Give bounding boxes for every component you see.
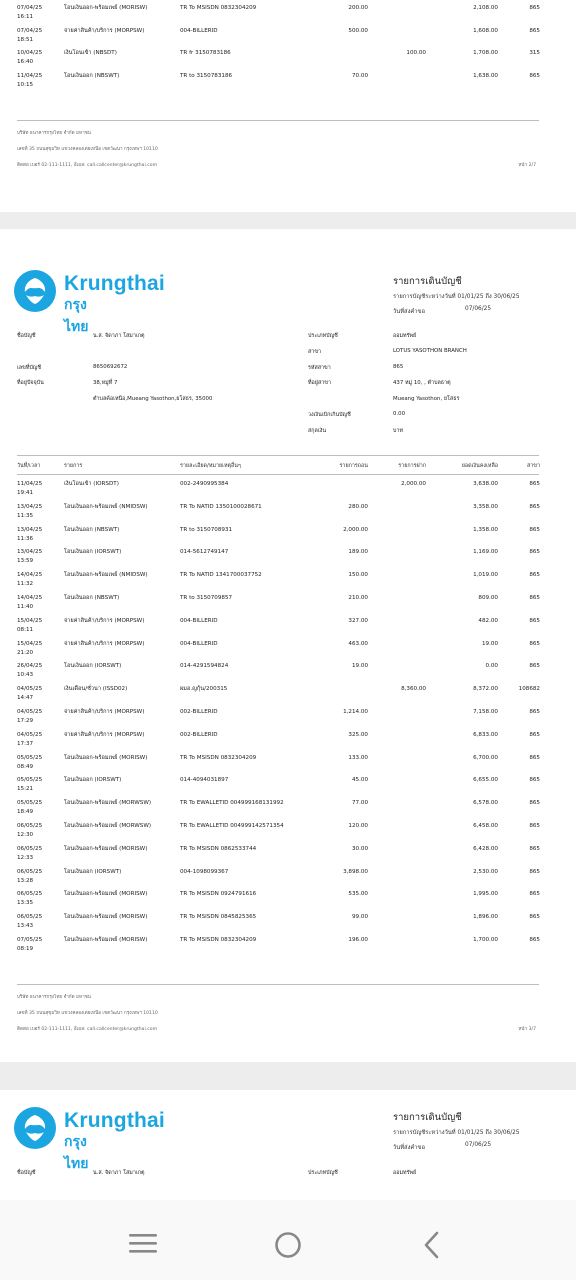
cell-withdraw: 463.00 <box>348 640 368 647</box>
cell-date: 05/05/25 <box>17 800 43 807</box>
cell-balance: 6,833.00 <box>473 731 498 738</box>
cell-branch: 865 <box>529 617 540 624</box>
cell-detail: TR to 3150708931 <box>180 526 233 533</box>
cell-item: จ่ายค่าสินค้า/บริการ (MORPSW) <box>64 640 145 647</box>
cell-date: 04/05/25 <box>17 686 43 693</box>
cell-withdraw: 1,214.00 <box>343 709 368 715</box>
cell-balance: 1,700.00 <box>473 937 498 943</box>
col-date: วันที่/เวลา <box>17 463 41 469</box>
logo-emblem-icon <box>14 270 56 312</box>
branch-name: LOTUS YASOTHON BRANCH <box>393 348 467 354</box>
address-line-1: 38,หมู่ที่ 7 <box>93 380 118 386</box>
cell-withdraw: 3,898.00 <box>343 868 368 875</box>
cell-detail: 002-2490995384 <box>180 481 229 487</box>
branch-label: สาขา <box>308 349 322 355</box>
statement-title: รายการเดินบัญชี <box>393 276 462 287</box>
footer-divider <box>17 984 539 985</box>
cell-deposit: 100.00 <box>406 50 426 57</box>
cell-detail: TR To MSISDN 0924791616 <box>180 891 257 898</box>
col-detail: รายละเอียด/หมายเหตุอื่นๆ <box>180 463 241 469</box>
header-top-divider <box>17 455 539 456</box>
cell-withdraw: 120.00 <box>348 823 368 829</box>
cell-withdraw: 500.00 <box>348 27 368 34</box>
cell-withdraw: 196.00 <box>348 937 368 943</box>
cell-withdraw: 77.00 <box>351 800 368 807</box>
cell-branch: 865 <box>529 640 540 647</box>
footer-address: เลขที่ 35 ถนนสุขุมวิท แขวงคลองเตยเหนือ เขตวัฒนา กรุงเทพฯ 10110 <box>17 1011 158 1016</box>
cell-balance: 1,638.00 <box>473 73 498 80</box>
cell-time: 13:59 <box>17 558 34 565</box>
cell-time: 10:43 <box>17 672 34 679</box>
cell-date: 06/05/25 <box>17 845 43 852</box>
cell-branch: 865 <box>529 914 540 921</box>
cell-item: จ่ายค่าสินค้า/บริการ (MORPSW) <box>64 27 145 34</box>
cell-branch: 865 <box>529 800 540 807</box>
issue-date-label: วันที่ส่งคำขอ <box>393 1145 425 1151</box>
cell-item: โอนเงินออก (IORSWT) <box>64 868 122 875</box>
cell-item: โอนเงินออก (NBSWT) <box>64 595 120 601</box>
footer-divider <box>17 120 539 121</box>
address-label: ที่อยู่ปัจจุบัน <box>17 380 44 386</box>
cell-detail: 004-BILLERID <box>180 617 218 624</box>
cell-item: เงินโอนเข้า (NBSDT) <box>64 50 117 57</box>
cell-branch: 108682 <box>518 686 540 693</box>
cell-branch: 865 <box>529 526 540 533</box>
cell-withdraw: 210.00 <box>348 595 368 601</box>
cell-time: 16:11 <box>17 14 34 20</box>
cell-detail: 002-BILLERID <box>180 709 218 715</box>
recent-apps-icon[interactable] <box>128 1232 158 1254</box>
cell-withdraw: 150.00 <box>348 572 368 579</box>
cell-balance: 6,428.00 <box>473 845 498 852</box>
cell-deposit: 8,360.00 <box>401 686 426 693</box>
statement-page-3 <box>0 229 576 1062</box>
cell-time: 08:49 <box>17 763 34 770</box>
cell-balance: 1,358.00 <box>473 526 498 533</box>
cell-withdraw: 19.00 <box>351 663 368 670</box>
currency-label: สกุลเงิน <box>308 428 327 434</box>
cell-balance: 809.00 <box>478 595 498 601</box>
footer-contact: ติดต่อ เบอร์ 02-111-1111, อีเมล: call.callcenter@krungthai.com <box>17 163 158 168</box>
cell-branch: 865 <box>529 937 540 943</box>
cell-deposit: 2,000.00 <box>401 481 426 487</box>
cell-time: 15:21 <box>17 786 34 793</box>
cell-date: 13/04/25 <box>17 526 43 533</box>
cell-balance: 1,019.00 <box>473 572 498 579</box>
cell-balance: 2,108.00 <box>473 5 498 11</box>
statement-page-2-tail <box>0 0 576 212</box>
cell-item: โอนเงินออก-พร้อมเพย์ (MORWSW) <box>64 800 152 807</box>
currency-value: บาท <box>393 428 404 434</box>
cell-item: โอนเงินออก-พร้อมเพย์ (MORISW) <box>64 754 148 761</box>
cell-balance: 1,169.00 <box>473 549 498 556</box>
account-name-label: ชื่อบัญชี <box>17 1170 36 1176</box>
issue-date-label: วันที่ส่งคำขอ <box>393 309 425 315</box>
cell-date: 13/04/25 <box>17 549 43 556</box>
account-type: ออมทรัพย์ <box>393 1170 417 1176</box>
cell-withdraw: 99.00 <box>351 914 368 921</box>
cell-item: เงินโอนเข้า (IORSDT) <box>64 481 119 487</box>
cell-withdraw: 189.00 <box>348 549 368 556</box>
cell-branch: 865 <box>529 549 540 556</box>
statement-period: รายการบัญชีระหว่างวันที่ 01/01/25 ถึง 30/06/25 <box>393 294 520 300</box>
cell-date: 14/04/25 <box>17 595 43 601</box>
cell-branch: 865 <box>529 5 540 11</box>
cell-date: 07/04/25 <box>17 27 43 34</box>
cell-detail: TR To MSISDN 0862533744 <box>180 845 257 852</box>
cell-item: โอนเงินออก (NBSWT) <box>64 73 120 80</box>
overdraft-label: วงเงินเบิกเกินบัญชี <box>308 412 351 418</box>
cell-balance: 7,158.00 <box>473 709 498 715</box>
footer-company: บริษัท ธนาคารกรุงไทย จำกัด มหาชน <box>17 131 91 136</box>
cell-time: 11:35 <box>17 512 34 519</box>
cell-item: โอนเงินออก (IORSWT) <box>64 663 122 670</box>
col-withdraw: รายการถอน <box>339 463 368 469</box>
cell-balance: 8,372.00 <box>473 686 498 693</box>
cell-time: 17:37 <box>17 740 34 747</box>
cell-time: 12:30 <box>17 832 34 838</box>
account-type-label: ประเภทบัญชี <box>308 333 338 339</box>
cell-item: จ่ายค่าสินค้า/บริการ (MORPSW) <box>64 709 145 715</box>
cell-branch: 865 <box>529 823 540 829</box>
cell-detail: TR to 3150783186 <box>180 73 233 80</box>
cell-time: 21:20 <box>17 649 34 656</box>
branch-address-1: 437 หมู่ 10, , ตำบลธาตุ <box>393 380 451 386</box>
cell-balance: 19.00 <box>481 640 498 647</box>
cell-time: 13:35 <box>17 900 34 907</box>
cell-time: 11:36 <box>17 535 34 542</box>
cell-date: 05/05/25 <box>17 777 43 784</box>
cell-item: จ่ายค่าสินค้า/บริการ (MORPSW) <box>64 617 145 624</box>
cell-branch: 865 <box>529 709 540 715</box>
cell-date: 26/04/25 <box>17 663 43 670</box>
cell-branch: 865 <box>529 73 540 80</box>
overdraft-value: 0.00 <box>393 411 406 417</box>
cell-withdraw: 2,000.00 <box>343 526 368 533</box>
home-icon[interactable] <box>274 1231 302 1259</box>
statement-title: รายการเดินบัญชี <box>393 1112 462 1123</box>
col-balance: ยอดเงินคงเหลือ <box>461 463 498 469</box>
cell-date: 11/04/25 <box>17 481 43 487</box>
cell-branch: 865 <box>529 845 540 852</box>
address-line-2: ตำบลค้อเหนือ,Mueang Yasothon,ยโสธร, 35000 <box>93 396 213 402</box>
cell-balance: 1,995.00 <box>473 891 498 898</box>
cell-date: 11/04/25 <box>17 73 43 80</box>
cell-branch: 865 <box>529 777 540 784</box>
cell-time: 13:43 <box>17 923 34 930</box>
cell-detail: 014-4291594824 <box>180 663 229 670</box>
account-name: น.ส. จิดาภา โสมาเกตุ <box>93 333 145 339</box>
cell-detail: TR To MSISDN 0832304209 <box>180 5 257 11</box>
cell-date: 07/05/25 <box>17 937 43 943</box>
statement-period: รายการบัญชีระหว่างวันที่ 01/01/25 ถึง 30/06/25 <box>393 1130 520 1136</box>
cell-item: โอนเงินออก (IORSWT) <box>64 777 122 784</box>
cell-date: 06/05/25 <box>17 891 43 898</box>
cell-detail: TR To EWALLETID 004999168131992 <box>180 800 284 807</box>
branch-address-2: Mueang Yasothon, ยโสธร <box>393 396 460 402</box>
cell-date: 04/05/25 <box>17 731 43 738</box>
cell-detail: 004-BILLERID <box>180 27 218 34</box>
cell-branch: 865 <box>529 754 540 761</box>
logo-emblem-icon <box>14 1107 56 1149</box>
cell-detail: 004-1098099367 <box>180 868 229 875</box>
cell-date: 14/04/25 <box>17 572 43 579</box>
cell-time: 11:32 <box>17 581 34 588</box>
cell-balance: 6,655.00 <box>473 777 498 784</box>
cell-date: 15/04/25 <box>17 617 43 624</box>
cell-detail: 014-5612749147 <box>180 549 229 556</box>
account-type-label: ประเภทบัญชี <box>308 1170 338 1176</box>
cell-branch: 865 <box>529 868 540 875</box>
back-icon[interactable] <box>422 1231 442 1259</box>
cell-balance: 6,458.00 <box>473 823 498 829</box>
cell-branch: 865 <box>529 503 540 510</box>
cell-time: 14:47 <box>17 695 34 702</box>
cell-withdraw: 325.00 <box>348 731 368 738</box>
cell-time: 16:40 <box>17 59 34 66</box>
cell-item: โอนเงินออก-พร้อมเพย์ (MORISW) <box>64 5 148 11</box>
cell-item: โอนเงินออก-พร้อมเพย์ (MORISW) <box>64 891 148 898</box>
cell-detail: TR To EWALLETID 004999142571354 <box>180 823 284 829</box>
account-name-label: ชื่อบัญชี <box>17 333 36 339</box>
cell-branch: 865 <box>529 595 540 601</box>
cell-balance: 482.00 <box>478 617 498 624</box>
cell-balance: 6,578.00 <box>473 800 498 807</box>
cell-detail: TR To MSISDN 0845825365 <box>180 914 257 921</box>
cell-balance: 2,530.00 <box>473 868 498 875</box>
cell-date: 04/05/25 <box>17 709 43 715</box>
cell-balance: 1,708.00 <box>473 50 498 57</box>
cell-branch: 865 <box>529 481 540 487</box>
cell-item: โอนเงินออก (IORSWT) <box>64 549 122 556</box>
cell-time: 19:41 <box>17 490 34 496</box>
cell-detail: TR To MSISDN 0832304209 <box>180 754 257 761</box>
logo-text-th: กรุงไทย <box>64 1134 89 1172</box>
cell-detail: TR To MSISDN 0832304209 <box>180 937 257 943</box>
cell-date: 06/05/25 <box>17 914 43 921</box>
cell-detail: ผมอ.ญกุ้น/200315 <box>180 686 228 693</box>
cell-withdraw: 45.00 <box>351 777 368 784</box>
cell-detail: 004-BILLERID <box>180 640 218 647</box>
footer-address: เลขที่ 35 ถนนสุขุมวิท แขวงคลองเตยเหนือ เขตวัฒนา กรุงเทพฯ 10110 <box>17 147 158 152</box>
header-bottom-divider <box>17 474 539 475</box>
account-type: ออมทรัพย์ <box>393 333 417 339</box>
cell-withdraw: 70.00 <box>351 73 368 80</box>
statement-page-4-head <box>0 1090 576 1200</box>
cell-balance: 0.00 <box>485 663 498 670</box>
cell-time: 17:29 <box>17 718 34 724</box>
cell-item: โอนเงินออก (NBSWT) <box>64 526 120 533</box>
cell-withdraw: 30.00 <box>351 845 368 852</box>
cell-detail: TR fr 3150783186 <box>180 50 231 57</box>
cell-detail: 014-4094031897 <box>180 777 229 784</box>
cell-branch: 865 <box>529 731 540 738</box>
cell-withdraw: 280.00 <box>348 503 368 510</box>
col-item: รายการ <box>64 463 83 469</box>
cell-time: 08:19 <box>17 946 34 952</box>
cell-item: โอนเงินออก-พร้อมเพย์ (MORISW) <box>64 845 148 852</box>
logo-text-th: กรุงไทย <box>64 297 89 335</box>
cell-detail: TR to 3150709857 <box>180 595 233 601</box>
cell-item: โอนเงินออก-พร้อมเพย์ (MORISW) <box>64 914 148 921</box>
footer-contact: ติดต่อ เบอร์ 02-111-1111, อีเมล: call.callcenter@krungthai.com <box>17 1027 158 1032</box>
col-branch: สาขา <box>526 463 540 469</box>
footer-company: บริษัท ธนาคารกรุงไทย จำกัด มหาชน <box>17 995 91 1000</box>
cell-balance: 1,896.00 <box>473 914 498 921</box>
cell-withdraw: 327.00 <box>348 617 368 624</box>
cell-time: 13:28 <box>17 877 34 884</box>
cell-withdraw: 535.00 <box>348 891 368 898</box>
cell-time: 12:33 <box>17 854 34 861</box>
cell-date: 15/04/25 <box>17 640 43 647</box>
cell-branch: 865 <box>529 663 540 670</box>
cell-item: จ่ายค่าสินค้า/บริการ (MORPSW) <box>64 731 145 738</box>
cell-time: 18:49 <box>17 809 34 816</box>
cell-time: 11:40 <box>17 604 34 610</box>
cell-branch: 315 <box>529 50 540 57</box>
system-navigation-bar <box>0 1200 576 1280</box>
branch-code: 865 <box>393 364 404 370</box>
cell-date: 06/05/25 <box>17 823 43 829</box>
cell-time: 10:15 <box>17 82 34 89</box>
account-no: 8650692672 <box>93 364 128 370</box>
cell-detail: 002-BILLERID <box>180 731 218 738</box>
cell-branch: 865 <box>529 27 540 34</box>
cell-withdraw: 200.00 <box>348 5 368 11</box>
issue-date: 07/06/25 <box>465 1142 492 1148</box>
cell-item: โอนเงินออก-พร้อมเพย์ (MORWSW) <box>64 823 152 829</box>
issue-date: 07/06/25 <box>465 306 492 312</box>
page-number: หน้า 2/7 <box>518 163 536 168</box>
cell-item: เงินเดือน/ชั่วนา (ISSD02) <box>64 686 128 693</box>
cell-item: โอนเงินออก-พร้อมเพย์ (MORISW) <box>64 937 148 943</box>
branch-address-label: ที่อยู่สาขา <box>308 380 331 386</box>
cell-date: 06/05/25 <box>17 868 43 875</box>
page-number: หน้า 3/7 <box>518 1027 536 1032</box>
cell-branch: 865 <box>529 891 540 898</box>
account-no-label: เลขที่บัญชี <box>17 365 42 371</box>
col-deposit: รายการฝาก <box>398 463 426 469</box>
cell-balance: 3,358.00 <box>473 503 498 510</box>
account-name: น.ส. จิดาภา โสมาเกตุ <box>93 1170 145 1176</box>
cell-detail: TR To NATID 1341700037752 <box>180 572 262 579</box>
cell-date: 07/04/25 <box>17 5 43 11</box>
cell-withdraw: 133.00 <box>348 754 368 761</box>
cell-time: 18:51 <box>17 36 34 43</box>
cell-branch: 865 <box>529 572 540 579</box>
logo-text-en: Krungthai <box>64 272 165 295</box>
cell-item: โอนเงินออก-พร้อมเพย์ (NMIDSW) <box>64 572 148 579</box>
cell-time: 08:11 <box>17 626 34 633</box>
logo-text-en: Krungthai <box>64 1109 165 1132</box>
branch-code-label: รหัสสาขา <box>308 365 331 371</box>
cell-date: 13/04/25 <box>17 503 43 510</box>
cell-item: โอนเงินออก-พร้อมเพย์ (NMIDSW) <box>64 503 148 510</box>
cell-balance: 6,700.00 <box>473 754 498 761</box>
cell-balance: 3,638.00 <box>473 481 498 487</box>
cell-detail: TR To NATID 1350100028671 <box>180 503 262 510</box>
cell-date: 10/04/25 <box>17 50 43 57</box>
cell-date: 05/05/25 <box>17 754 43 761</box>
cell-balance: 1,608.00 <box>473 27 498 34</box>
